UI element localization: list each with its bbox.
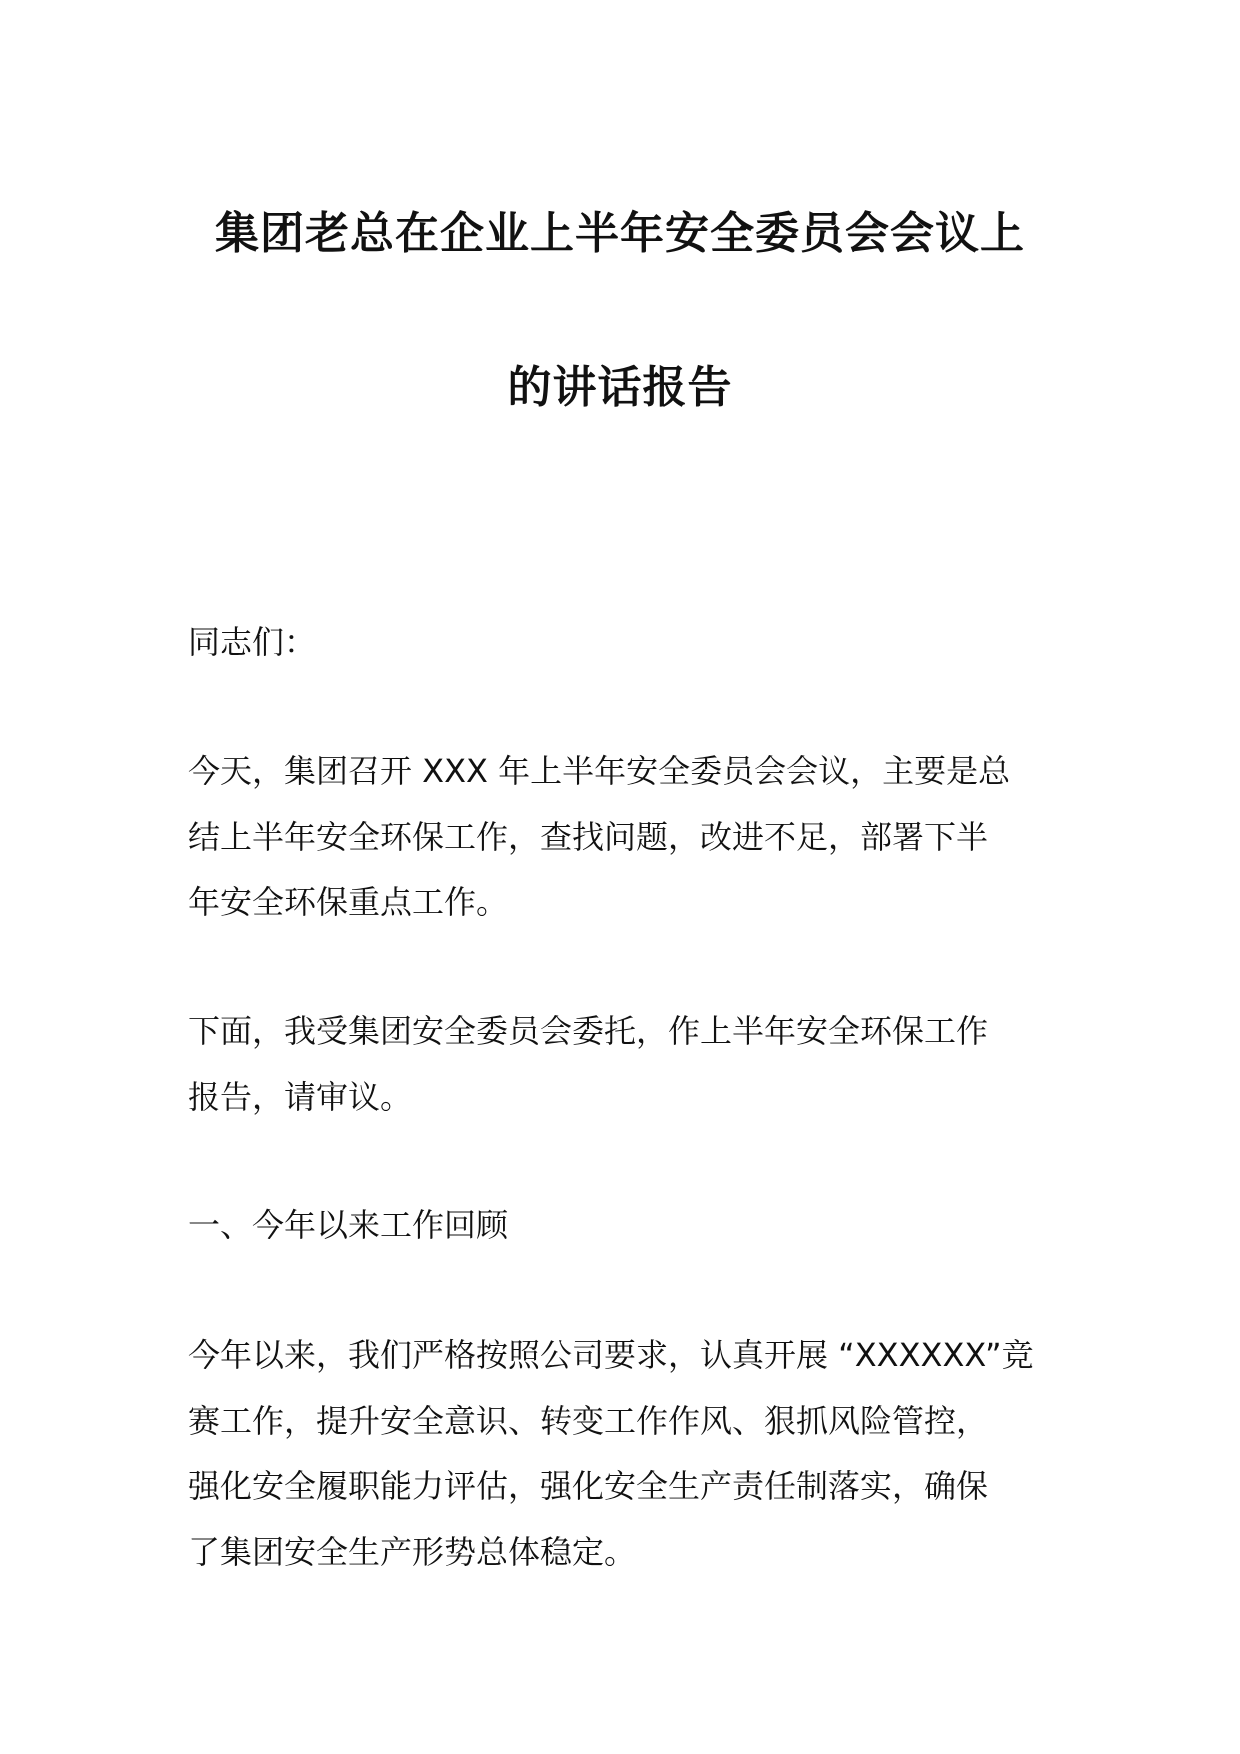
paragraph-line: 今年以来，我们严格按照公司要求，认真开展 “XXXXXX”竞 xyxy=(188,1336,1034,1374)
salutation xyxy=(188,610,1068,676)
paragraph-line: 下面，我受集团安全委员会委托，作上半年安全环保工作 xyxy=(188,1012,989,1050)
document-title-line-1: 集团老总在企业上半年安全委员会会议上 xyxy=(215,208,1025,259)
paragraph-review xyxy=(188,1323,1068,1585)
paragraph-line: 报告，请审议。 xyxy=(188,1077,413,1116)
document-title-line-2: 的讲话报告 xyxy=(507,362,733,413)
salutation-text: 同志们： xyxy=(188,623,317,661)
paragraph-line: 了集团安全生产形势总体稳定。 xyxy=(188,1532,637,1571)
paragraph-line: 年安全环保重点工作。 xyxy=(188,883,509,921)
paragraph-line: 强化安全履职能力评估，强化安全生产责任制落实，确保 xyxy=(188,1467,989,1505)
paragraph-line: 结上半年安全环保工作，查找问题，改进不足，部署下半 xyxy=(188,817,989,856)
paragraph-line: 今天，集团召开 XXX 年上半年安全委员会会议，主要是总 xyxy=(188,752,1011,790)
section-heading-text: 一、今年以来工作回顾 xyxy=(188,1206,509,1244)
paragraph-line: 赛工作，提升安全意识、转变工作作风、狠抓风险管控， xyxy=(188,1401,989,1440)
paragraph-intro xyxy=(188,739,1068,936)
section-heading xyxy=(188,1193,1068,1259)
paragraph-report-request xyxy=(188,999,1068,1130)
